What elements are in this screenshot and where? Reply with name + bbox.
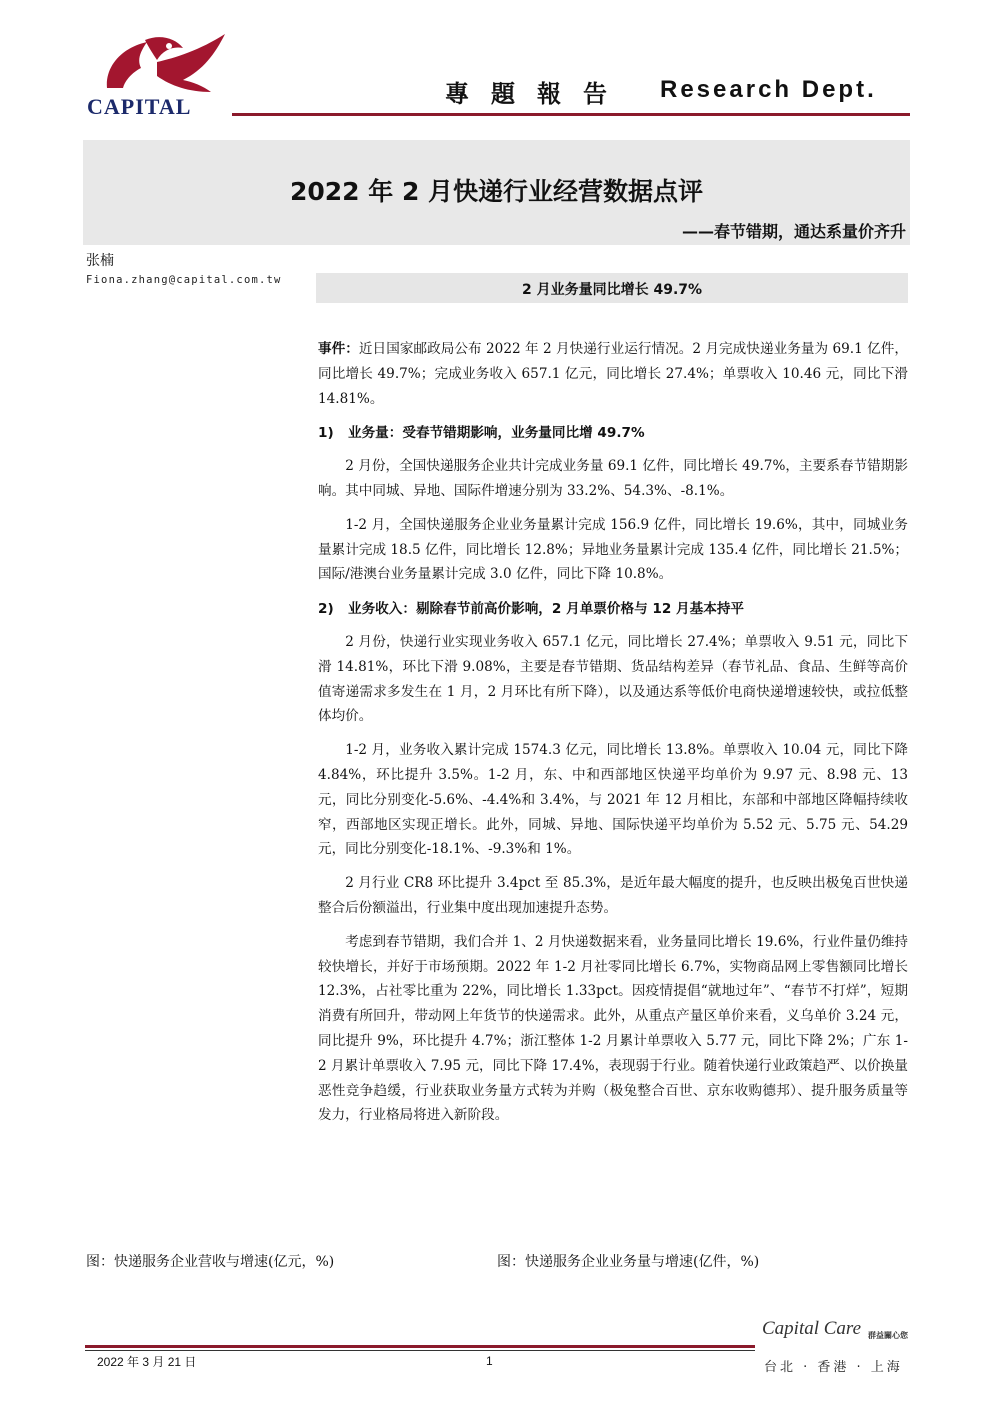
section-heading-revenue	[318, 597, 908, 622]
research-dept-label: Research Dept.	[660, 76, 877, 103]
event-lead: 事件：	[318, 341, 359, 357]
capital-care-logo: Capital Care	[762, 1318, 862, 1339]
figure-caption-revenue: 图：快递服务企业营收与增速(亿元，%)	[86, 1254, 335, 1270]
logo-wordmark: CAPITAL	[87, 94, 192, 119]
report-subtitle: ——春节错期，通达系量价齐升	[681, 222, 906, 241]
footer-divider	[85, 1345, 755, 1348]
author-name: 张楠	[86, 253, 114, 269]
report-title: 2022 年 2 月快递行业经营数据点评	[289, 177, 704, 206]
section-title: 业务收入：剔除春节前高价影响，2 月单票价格与 12 月基本持平	[348, 601, 745, 618]
section-heading-volume	[318, 421, 908, 446]
section-number: 1)	[318, 425, 334, 442]
header-divider	[232, 113, 910, 116]
page-number: 1	[486, 1354, 493, 1368]
report-type-title: 專題報告	[445, 80, 629, 108]
eagle-logo-icon	[85, 30, 235, 100]
event-text: 近日国家邮政局公布 2022 年 2 月快递行业运行情况。2 月完成快递业务量为 69.1 亿件，同比增长 49.7%；完成业务收入 657.1 亿元，同比增长 27.4%；单票收入 10.46 元，同比下滑 14.81%。	[318, 341, 909, 407]
figure-caption-volume: 图：快递服务企业业务量与增速(亿件，%)	[497, 1254, 760, 1270]
section-title: 业务量：受春节错期影响，业务量同比增 49.7%	[348, 425, 645, 442]
paragraph: 1-2 月，全国快递服务企业业务量累计完成 156.9 亿件，同比增长 19.6%，其中，同城业务量累计完成 18.5 亿件，同比增长 12.8%；异地业务量累计完成 135.4 亿件，同比增长 21.5%；国际/港澳台业务量累计完成 3.0 亿件，同比下降 10.8%。	[318, 516, 908, 583]
event-paragraph	[318, 337, 908, 411]
paragraph: 2 月行业 CR8 环比提升 3.4pct 至 85.3%，是近年最大幅度的提升，也反映出极兔百世快递整合后份额溢出，行业集中度出现加速提升态势。	[318, 875, 908, 916]
author-email: Fiona.zhang@capital.com.tw	[86, 274, 282, 286]
footer-slogan: 群益關心您	[868, 1331, 908, 1340]
footer-date: 2022 年 3 月 21 日	[97, 1355, 197, 1369]
paragraph: 1-2 月，业务收入累计完成 1574.3 亿元，同比增长 13.8%。单票收入 10.04 元，同比下降 4.84%，环比提升 3.5%。1-2 月，东、中和西部地区快递平均单价为 9.97 元、8.98 元、13 元，同比分别变化-5.6%、-4.4%和 3.4%，与 2021 年 12 月相比，东部和中部地区降幅持续收窄，西部地区实现正增长。此外，同城、异地、国际快递平均单价为 5.52 元、5.75 元、54.29 元，同比分别变化-18.1%、-9.3%和 1%。	[318, 742, 908, 858]
footer-cities: 台北 · 香港 · 上海	[764, 1360, 903, 1375]
section-number: 2)	[318, 601, 334, 618]
paragraph: 2 月份，全国快递服务企业共计完成业务量 69.1 亿件，同比增长 49.7%，主要系春节错期影响。其中同城、异地、国际件增速分别为 33.2%、54.3%、-8.1%。	[318, 458, 908, 499]
paragraph: 2 月份，快递行业实现业务收入 657.1 亿元，同比增长 27.4%；单票收入 9.51 元，同比下滑 14.81%，环比下滑 9.08%，主要是春节错期、货品结构差异（春节礼品、食品、生鲜等高价值寄递需求多发生在 1 月，2 月环比有所下降），以及通达系等低价电商快递增速较快，或拉低整体均价。	[318, 633, 908, 725]
report-body	[318, 337, 908, 1128]
highlight-text: 2 月业务量同比增长 49.7%	[521, 282, 703, 298]
footer-divider-thin	[85, 1350, 755, 1351]
paragraph: 考虑到春节错期，我们合并 1、2 月快递数据来看，业务量同比增长 19.6%，行业件量仍维持较快增长，并好于市场预期。2022 年 1-2 月社零同比增长 6.7%，实物商品网上零售额同比增长 12.3%，占社零比重为 22%，同比增长 1.33pct。因疫情提倡“就地过年”、“春节不打烊”，短期消费有所回升，带动网上年货节的快递需求。此外，从重点产量区单价来看，义乌单价 3.24 元，同比提升 9%，环比提升 4.7%；浙江整体 1-2 月累计单票收入 5.77 元，同比下降 2%；广东 1-2 月累计单票收入 7.95 元，同比下降 17.4%，表现弱于行业。随着快递行业政策趋严、以价换量恶性竞争趋缓，行业获取业务量方式转为并购（极兔整合百世、京东收购德邦）、提升服务质量等发力，行业格局将进入新阶段。	[318, 933, 909, 1124]
